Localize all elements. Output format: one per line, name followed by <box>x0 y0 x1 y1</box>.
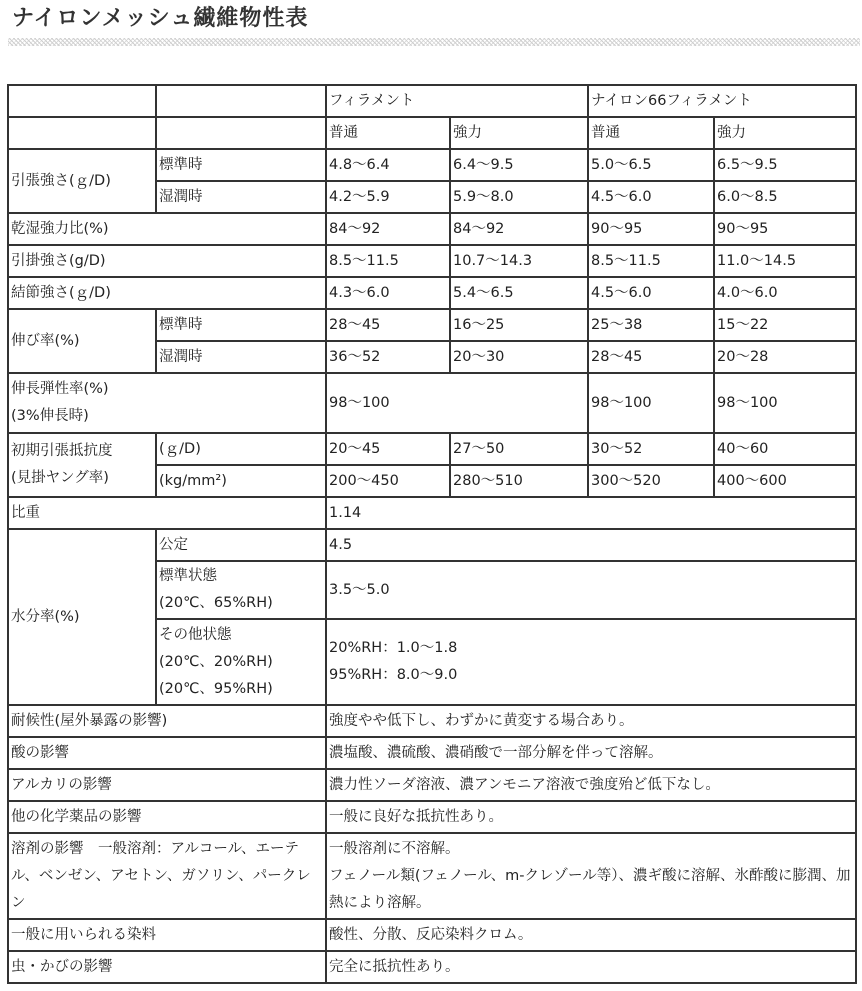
value-cell: 5.9～8.0 <box>450 181 588 213</box>
value-cell: 280～510 <box>450 465 588 497</box>
row-label-knot: 結節強さ(ｇ/D) <box>8 277 326 309</box>
row-label-dyes: 一般に用いられる染料 <box>8 919 326 951</box>
header-row-1 <box>8 85 856 117</box>
header-filament: フィラメント <box>326 85 588 117</box>
row-label-tensile: 引張強さ(ｇ/D) <box>8 149 156 213</box>
table-row <box>8 801 856 833</box>
table-row <box>8 951 856 983</box>
value-cell: 濃力性ソーダ溶液、濃アンモニア溶液で強度殆ど低下なし。 <box>326 769 856 801</box>
value-cell: 4.3～6.0 <box>326 277 450 309</box>
row-label-loop: 引掛強さ(g/D) <box>8 245 326 277</box>
value-cell: 5.0～6.5 <box>588 149 714 181</box>
value-cell: 6.5～9.5 <box>714 149 856 181</box>
value-cell: 1.14 <box>326 497 856 529</box>
row-label-dry-wet-ratio: 乾湿強力比(%) <box>8 213 326 245</box>
value-cell: 25～38 <box>588 309 714 341</box>
value-cell: 6.0～8.5 <box>714 181 856 213</box>
value-line: 95%RH：8.0～9.0 <box>329 667 458 683</box>
sub-label: (ｇ/D) <box>156 433 326 465</box>
value-line: 20%RH：1.0～1.8 <box>329 640 458 656</box>
value-cell: 8.5～11.5 <box>326 245 450 277</box>
value-line: フェノール類(フェノール、m-クレゾール等）、濃ギ酸に溶解、氷酢酸に膨潤、加熱により溶解。 <box>329 867 851 911</box>
value-cell: 30～52 <box>588 433 714 465</box>
sub-label: 湿潤時 <box>156 341 326 373</box>
label-line: (20℃、95%RH) <box>159 680 273 697</box>
value-cell: 一般に良好な抵抗性あり。 <box>326 801 856 833</box>
value-cell: 完全に抵抗性あり。 <box>326 951 856 983</box>
value-cell: 20～28 <box>714 341 856 373</box>
value-cell: 4.5 <box>326 529 856 561</box>
row-label-elongation: 伸び率(%) <box>8 309 156 373</box>
row-label-moisture: 水分率(%) <box>8 529 156 705</box>
value-cell: 90～95 <box>714 213 856 245</box>
value-cell: 98～100 <box>326 373 588 433</box>
page-title: ナイロンメッシュ繊維物性表 <box>12 6 309 31</box>
empty-cell <box>156 117 326 149</box>
value-cell: 強度やや低下し、わずかに黄変する場合あり。 <box>326 705 856 737</box>
value-cell: 4.5～6.0 <box>588 277 714 309</box>
table-row <box>8 213 856 245</box>
header-strong: 強力 <box>450 117 588 149</box>
value-cell: 10.7～14.3 <box>450 245 588 277</box>
value-cell <box>326 619 856 705</box>
table-row <box>8 245 856 277</box>
value-cell: 28～45 <box>588 341 714 373</box>
value-cell: 90～95 <box>588 213 714 245</box>
table-row <box>8 497 856 529</box>
header-normal: 普通 <box>588 117 714 149</box>
label-line: 伸長弾性率(%) <box>11 381 109 397</box>
sub-label: (kg/mm²) <box>156 465 326 497</box>
value-cell: 3.5～5.0 <box>326 561 856 619</box>
table-row <box>8 769 856 801</box>
value-cell: 4.0～6.0 <box>714 277 856 309</box>
label-line: 初期引張抵抗度 <box>11 443 113 459</box>
value-cell: 400～600 <box>714 465 856 497</box>
table-row <box>8 277 856 309</box>
value-cell: 36～52 <box>326 341 450 373</box>
sub-label <box>156 561 326 619</box>
label-line: (20℃、20%RH) <box>159 653 273 670</box>
label-line: 標準状態 <box>159 568 217 584</box>
table-row <box>8 529 856 561</box>
header-normal: 普通 <box>326 117 450 149</box>
row-label-solvent: 溶剤の影響 一般溶剤：アルコール、エーテル、ベンゼン、アセトン、ガソリン、パークレン <box>8 833 326 919</box>
value-cell: 11.0～14.5 <box>714 245 856 277</box>
value-cell: 15～22 <box>714 309 856 341</box>
table-row <box>8 919 856 951</box>
sub-label <box>156 619 326 705</box>
value-cell: 4.5～6.0 <box>588 181 714 213</box>
value-cell: 16～25 <box>450 309 588 341</box>
value-cell: 20～45 <box>326 433 450 465</box>
table-row <box>8 149 856 181</box>
property-table <box>7 84 857 984</box>
value-cell: 27～50 <box>450 433 588 465</box>
label-line: (3%伸長時) <box>11 408 89 424</box>
empty-cell <box>156 85 326 117</box>
value-cell <box>326 833 856 919</box>
value-cell: 4.2～5.9 <box>326 181 450 213</box>
row-label-alkali: アルカリの影響 <box>8 769 326 801</box>
table-row <box>8 309 856 341</box>
label-line: (見掛ヤング率) <box>11 470 109 486</box>
header-nylon66: ナイロン66フィラメント <box>588 85 856 117</box>
row-label-specific-gravity: 比重 <box>8 497 326 529</box>
value-cell: 6.4～9.5 <box>450 149 588 181</box>
value-cell: 300～520 <box>588 465 714 497</box>
table-row <box>8 737 856 769</box>
value-cell: 84～92 <box>326 213 450 245</box>
sub-label: 標準時 <box>156 149 326 181</box>
value-cell: 5.4～6.5 <box>450 277 588 309</box>
value-cell: 28～45 <box>326 309 450 341</box>
label-line: (20℃、65%RH) <box>159 595 273 611</box>
value-cell: 84～92 <box>450 213 588 245</box>
value-cell: 200～450 <box>326 465 450 497</box>
value-cell: 4.8～6.4 <box>326 149 450 181</box>
header-strong: 強力 <box>714 117 856 149</box>
sub-label: 湿潤時 <box>156 181 326 213</box>
sub-label: 公定 <box>156 529 326 561</box>
row-label-acid: 酸の影響 <box>8 737 326 769</box>
table-row <box>8 373 856 433</box>
value-line: 一般溶剤に不溶解。 <box>329 840 460 857</box>
table-row <box>8 433 856 465</box>
empty-cell <box>8 117 156 149</box>
header-row-2 <box>8 117 856 149</box>
row-label-initial-modulus <box>8 433 156 497</box>
label-line: その他状態 <box>159 626 232 643</box>
title-underline <box>8 38 860 46</box>
value-cell: 8.5～11.5 <box>588 245 714 277</box>
value-cell: 20～30 <box>450 341 588 373</box>
sub-label: 標準時 <box>156 309 326 341</box>
row-label-elastic-recovery <box>8 373 326 433</box>
row-label-weather: 耐候性(屋外暴露の影響) <box>8 705 326 737</box>
row-label-insects: 虫・かびの影響 <box>8 951 326 983</box>
value-cell: 40～60 <box>714 433 856 465</box>
value-cell: 98～100 <box>714 373 856 433</box>
value-cell: 98～100 <box>588 373 714 433</box>
table-row <box>8 833 856 919</box>
row-label-other-chem: 他の化学薬品の影響 <box>8 801 326 833</box>
value-cell: 酸性、分散、反応染料クロム。 <box>326 919 856 951</box>
value-cell: 濃塩酸、濃硫酸、濃硝酸で一部分解を伴って溶解。 <box>326 737 856 769</box>
empty-cell <box>8 85 156 117</box>
table-row <box>8 705 856 737</box>
